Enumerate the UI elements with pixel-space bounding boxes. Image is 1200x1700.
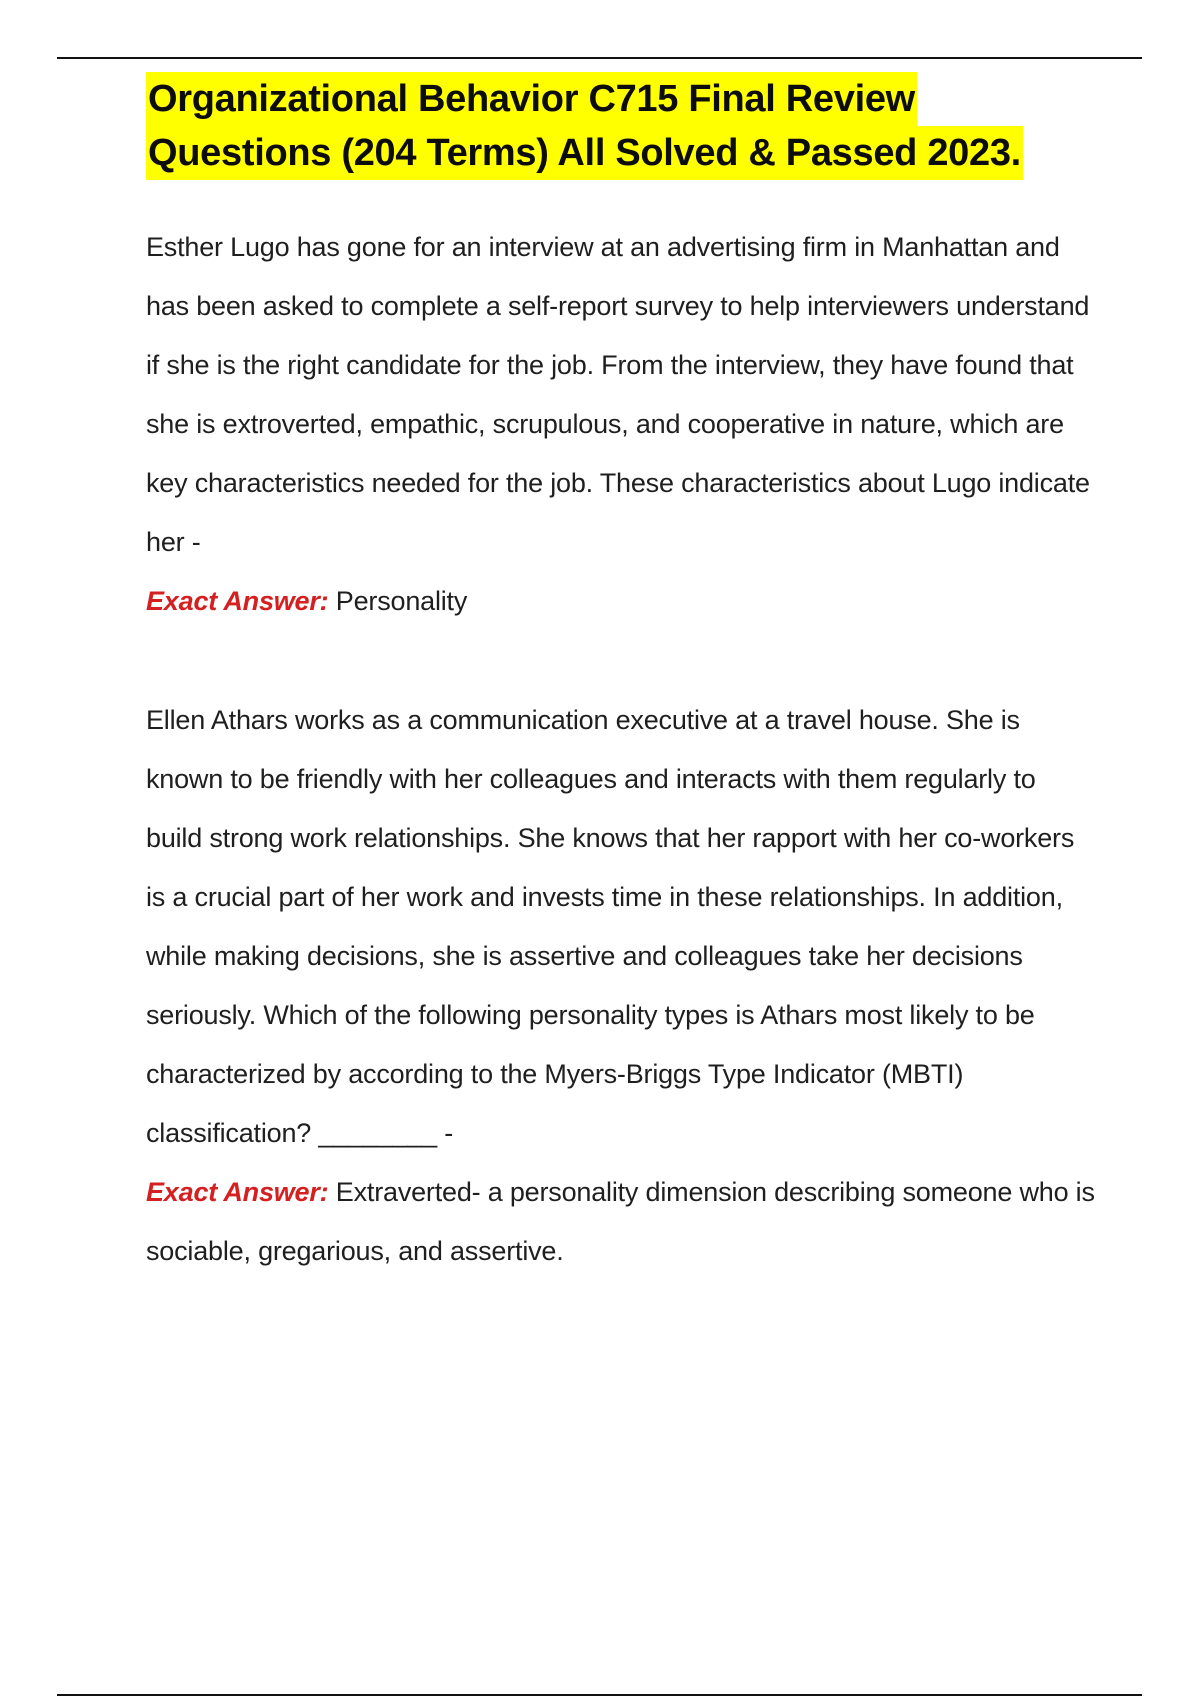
- question-block-1: [146, 218, 1096, 631]
- answer-text: Extraverted- a personality dimension describing someone who is sociable, gregarious, and assertive.: [146, 1177, 1095, 1266]
- answer-label: Exact Answer:: [146, 586, 329, 616]
- document-title: [146, 72, 1096, 180]
- bottom-rule: [57, 1694, 1142, 1696]
- document-body: [146, 72, 1096, 1281]
- question-text: Esther Lugo has gone for an interview at an advertising firm in Manhattan and has been asked to complete a self-report survey to help interviewers understand if she is the right candidate for the job. From the interview, they have found that she is extroverted, empathic, scrupulous, and cooperative in nature, which are key characteristics needed for the job. These characteristics about Lugo indicate her -: [146, 232, 1090, 557]
- answer-text: Personality: [335, 586, 468, 616]
- title-line-2: Questions (204 Terms) All Solved & Passed 2023.: [146, 126, 1023, 180]
- answer-label: Exact Answer:: [146, 1177, 329, 1207]
- question-text: Ellen Athars works as a communication executive at a travel house. She is known to be friendly with her colleagues and interacts with them regularly to build strong work relationships. She knows that her rapport with her co-workers is a crucial part of her work and invests time in these relationships. In addition, while making decisions, she is assertive and colleagues take her decisions seriously. Which of the following personality types is Athars most likely to be characterized by according to the Myers-Briggs Type Indicator (MBTI) classification? ________ -: [146, 705, 1075, 1148]
- top-rule: [57, 57, 1142, 59]
- question-block-2: [146, 691, 1096, 1281]
- title-line-1: Organizational Behavior C715 Final Review: [146, 72, 917, 126]
